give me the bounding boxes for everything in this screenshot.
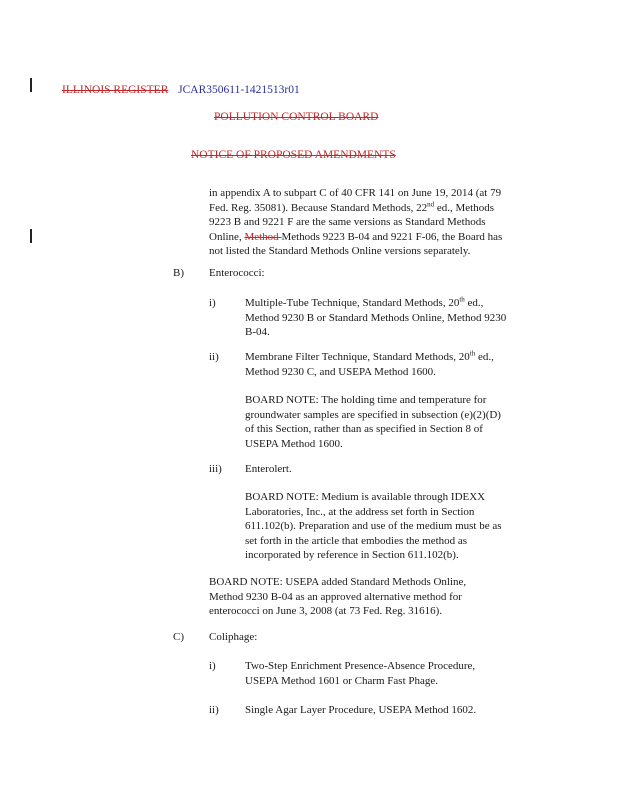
item-b-iii-text: Enterolert. [245, 463, 292, 475]
item-b-i-number: i) [209, 297, 216, 309]
section-c-title: Coliphage: [209, 631, 258, 643]
section-c-label: C) [173, 631, 184, 643]
item-b-ii-text: Membrane Filter Technique, Standard Methods, 20th ed., Method 9230 C, and USEPA Method 1600. [245, 349, 494, 378]
change-bar [30, 229, 32, 243]
deleted-text: Method [244, 230, 282, 243]
jcar-number: JCAR350611-1421513r01 [178, 84, 300, 96]
item-c-i-number: i) [209, 660, 216, 672]
section-b-label: B) [173, 267, 184, 279]
notice-title: NOTICE OF PROPOSED AMENDMENTS [191, 149, 396, 161]
register-header [62, 84, 300, 96]
board-note-b-ii: BOARD NOTE: The holding time and temperature for groundwater samples are specified in subsection (e)(2)(D) of this Section, rather than as specified in Section 8 of USEPA Method 1600. [245, 394, 501, 450]
item-b-ii-number: ii) [209, 351, 219, 363]
item-b-i-text: Multiple-Tube Technique, Standard Methods, 20th ed., Method 9230 B or Standard Methods Online, Method 9230 B-04. [245, 295, 507, 339]
item-c-i-text: Two-Step Enrichment Presence-Absence Procedure, USEPA Method 1601 or Charm Fast Phage. [245, 660, 476, 687]
intro-paragraph: in appendix A to subpart C of 40 CFR 141 on June 19, 2014 (at 79 Fed. Reg. 35081). Because Standard Methods, 22nd ed., Methods 9223 B and 9221 F are the same versions as Standard Methods Online, Method Methods 9223 B-04 and 9221 F-06, the Board has not listed the Standard Methods Online versions separately. [209, 187, 503, 258]
item-b-iii-number: iii) [209, 463, 222, 475]
board-note-b: BOARD NOTE: USEPA added Standard Methods Online, Method 9230 B-04 as an approved alternative method for enterococci on June 3, 2008 (at 73 Fed. Reg. 31616). [209, 576, 467, 618]
item-c-ii-text: Single Agar Layer Procedure, USEPA Method 1602. [245, 704, 477, 716]
register-title: ILLINOIS REGISTER [62, 84, 169, 96]
item-c-ii-number: ii) [209, 704, 219, 716]
board-note-b-iii: BOARD NOTE: Medium is available through IDEXX Laboratories, Inc., at the address set forth in Section 611.102(b). Preparation and use of the medium must be as set forth in the article that embodies the method as incorporated by reference in Section 611.102(b). [245, 491, 502, 562]
change-bar [30, 78, 32, 92]
section-b-title: Enterococci: [209, 267, 265, 279]
board-title: POLLUTION CONTROL BOARD [214, 111, 379, 123]
